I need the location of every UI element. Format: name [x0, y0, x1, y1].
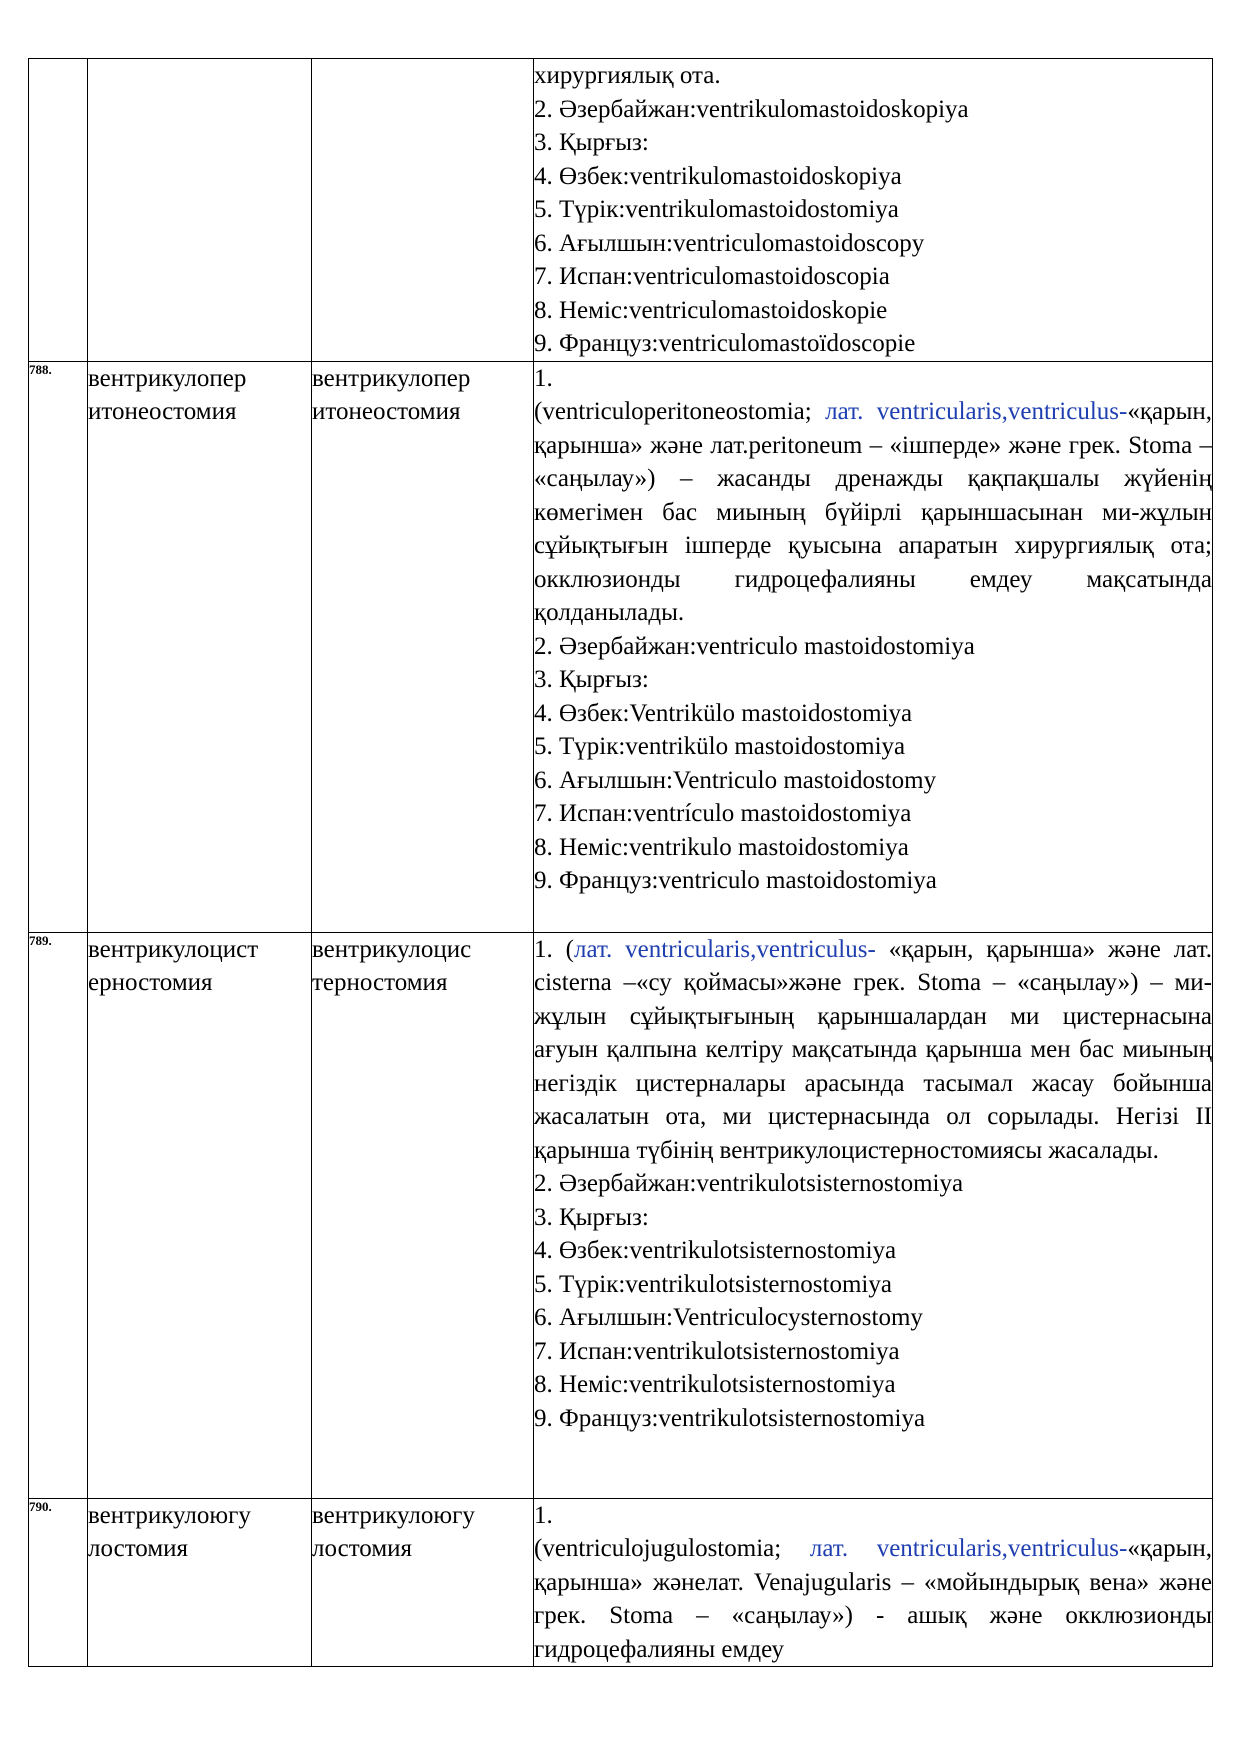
definition-body: «қарын, қарынша» және лат. cisterna –«су қоймасы»және грек. Stoma – «саңылау») – ми-жұлын сұйықтығының қарыншалардан ми цистернасына ағуын қалпына келтіру мақсатында қарынша мен бас миының негіздік цистерналары арасында тасымал жасау бойынша жасалатын ота, ми цистернасында ол сорылады. Негізі II қарынша түбінің вентрикулоцистерностомиясы жасалады. — [534, 935, 1212, 1164]
translation-turkish: 5. Түрік:ventrikulomastoidostomiya — [534, 196, 899, 223]
entry-number: 788. — [29, 361, 88, 932]
term-kazakh: вентрикулоюгу лостомия — [88, 1498, 312, 1667]
translation-french: 9. Француз:ventriculo mastoidostomiya — [534, 867, 937, 894]
definition-line: хирургиялық ота. — [534, 62, 721, 89]
table-row — [29, 1498, 1213, 1667]
translation-german: 8. Неміс:ventrikulo mastoidostomiya — [534, 833, 909, 861]
definition-number: 1. — [534, 1501, 553, 1529]
entry-number: 790. — [29, 1498, 88, 1667]
definition-cell — [534, 59, 1213, 362]
term-russian: вентрикулоцис терностомия — [312, 932, 534, 1498]
translation-german: 8. Неміс:ventrikulotsisternostomiya — [534, 1371, 896, 1398]
term-kazakh: вентрикулопер итонеостомия — [88, 361, 312, 932]
translation-azerbaijani: 2. Әзербайжан:ventrikulomastoidoskopiya — [534, 95, 969, 123]
etymology-link-text: лат. ventricularis,ventriculus- — [574, 935, 876, 963]
term-kazakh: вентрикулоцист ерностомия — [88, 932, 312, 1498]
dictionary-table — [28, 58, 1213, 1667]
translation-uzbek: 4. Өзбек:Ventrikülo mastoidostomiya — [534, 699, 913, 727]
table-row — [29, 361, 1213, 932]
definition-text — [534, 395, 1212, 630]
table-row — [29, 932, 1213, 1498]
entry-number: 789. — [29, 932, 88, 1498]
translation-azerbaijani: 2. Әзербайжан:ventriculo mastoidostomiya — [534, 632, 975, 660]
definition-text — [534, 933, 1212, 1168]
etymology-link-text: лат. ventricularis,ventriculus- — [809, 1535, 1128, 1562]
translation-spanish: 7. Испан:ventrikulotsisternostomiya — [534, 1337, 900, 1365]
translation-turkish: 5. Түрік:ventrikulotsisternostomiya — [534, 1270, 892, 1298]
latin-term: (ventriculojugulostomia; — [534, 1535, 810, 1562]
term-russian — [312, 59, 534, 362]
translation-spanish: 7. Испан:ventriculomastoidoscopia — [534, 263, 890, 290]
translation-english: 6. Ағылшын:Ventriculocysternostomy — [534, 1304, 923, 1331]
term-russian: вентрикулоюгу лостомия — [312, 1498, 534, 1667]
definition-cell — [534, 361, 1213, 932]
translation-kyrgyz: 3. Қырғыз: — [534, 666, 649, 693]
definition-body: «қарын, қарынша» жәнелат. Venajugularis – «мойындырық вена» және грек. Stoma – «саңылау») - ашық және окклюзионды гидроцефалияны емдеу — [534, 1535, 1212, 1663]
definition-body: «қарын, қарынша» және лат.peritoneum – «ішперде» және грек. Stoma – «саңылау») – жасанды дренажды қақпақшалы жүйенің көмегімен бас миының бүйірлі қарыншасынан ми-жұлын сұйықтығын ішперде қуысына апаратын хирургиялық ота; окклюзионды гидроцефалияны емдеу мақсатында қолданылады. — [534, 398, 1212, 626]
term-russian: вентрикулопер итонеостомия — [312, 361, 534, 932]
etymology-link-text: лат. ventricularis,ventriculus- — [825, 398, 1128, 425]
term-kazakh — [88, 59, 312, 362]
definition-number: 1. — [534, 364, 553, 392]
table-row — [29, 59, 1213, 362]
definition-cell — [534, 932, 1213, 1498]
definition-cell — [534, 1498, 1213, 1667]
translation-azerbaijani: 2. Әзербайжан:ventrikulotsisternostomiya — [534, 1170, 964, 1197]
translation-english: 6. Ағылшын:Ventriculo mastoidostomy — [534, 766, 937, 794]
definition-text — [534, 1532, 1212, 1666]
translation-uzbek: 4. Өзбек:ventrikulotsisternostomiya — [534, 1237, 897, 1264]
translation-french: 9. Француз:ventriculomastoïdoscopie — [534, 330, 916, 357]
entry-number — [29, 59, 88, 362]
translation-french: 9. Француз:ventrikulotsisternostomiya — [534, 1404, 926, 1432]
translation-kyrgyz: 3. Қырғыз: — [534, 1203, 649, 1231]
translation-german: 8. Неміс:ventriculomastoidoskopie — [534, 296, 888, 324]
translation-turkish: 5. Түрік:ventrikülo mastoidostomiya — [534, 733, 906, 760]
translation-uzbek: 4. Өзбек:ventrikulomastoidoskopiya — [534, 162, 902, 190]
translation-english: 6. Ағылшын:ventriculomastoidoscopy — [534, 229, 925, 257]
translation-spanish: 7. Испан:ventrículo mastoidostomiya — [534, 800, 912, 827]
latin-term: (ventriculoperitoneostomia; — [534, 398, 826, 425]
translation-kyrgyz: 3. Қырғыз: — [534, 129, 649, 156]
definition-number: 1. ( — [534, 935, 575, 963]
